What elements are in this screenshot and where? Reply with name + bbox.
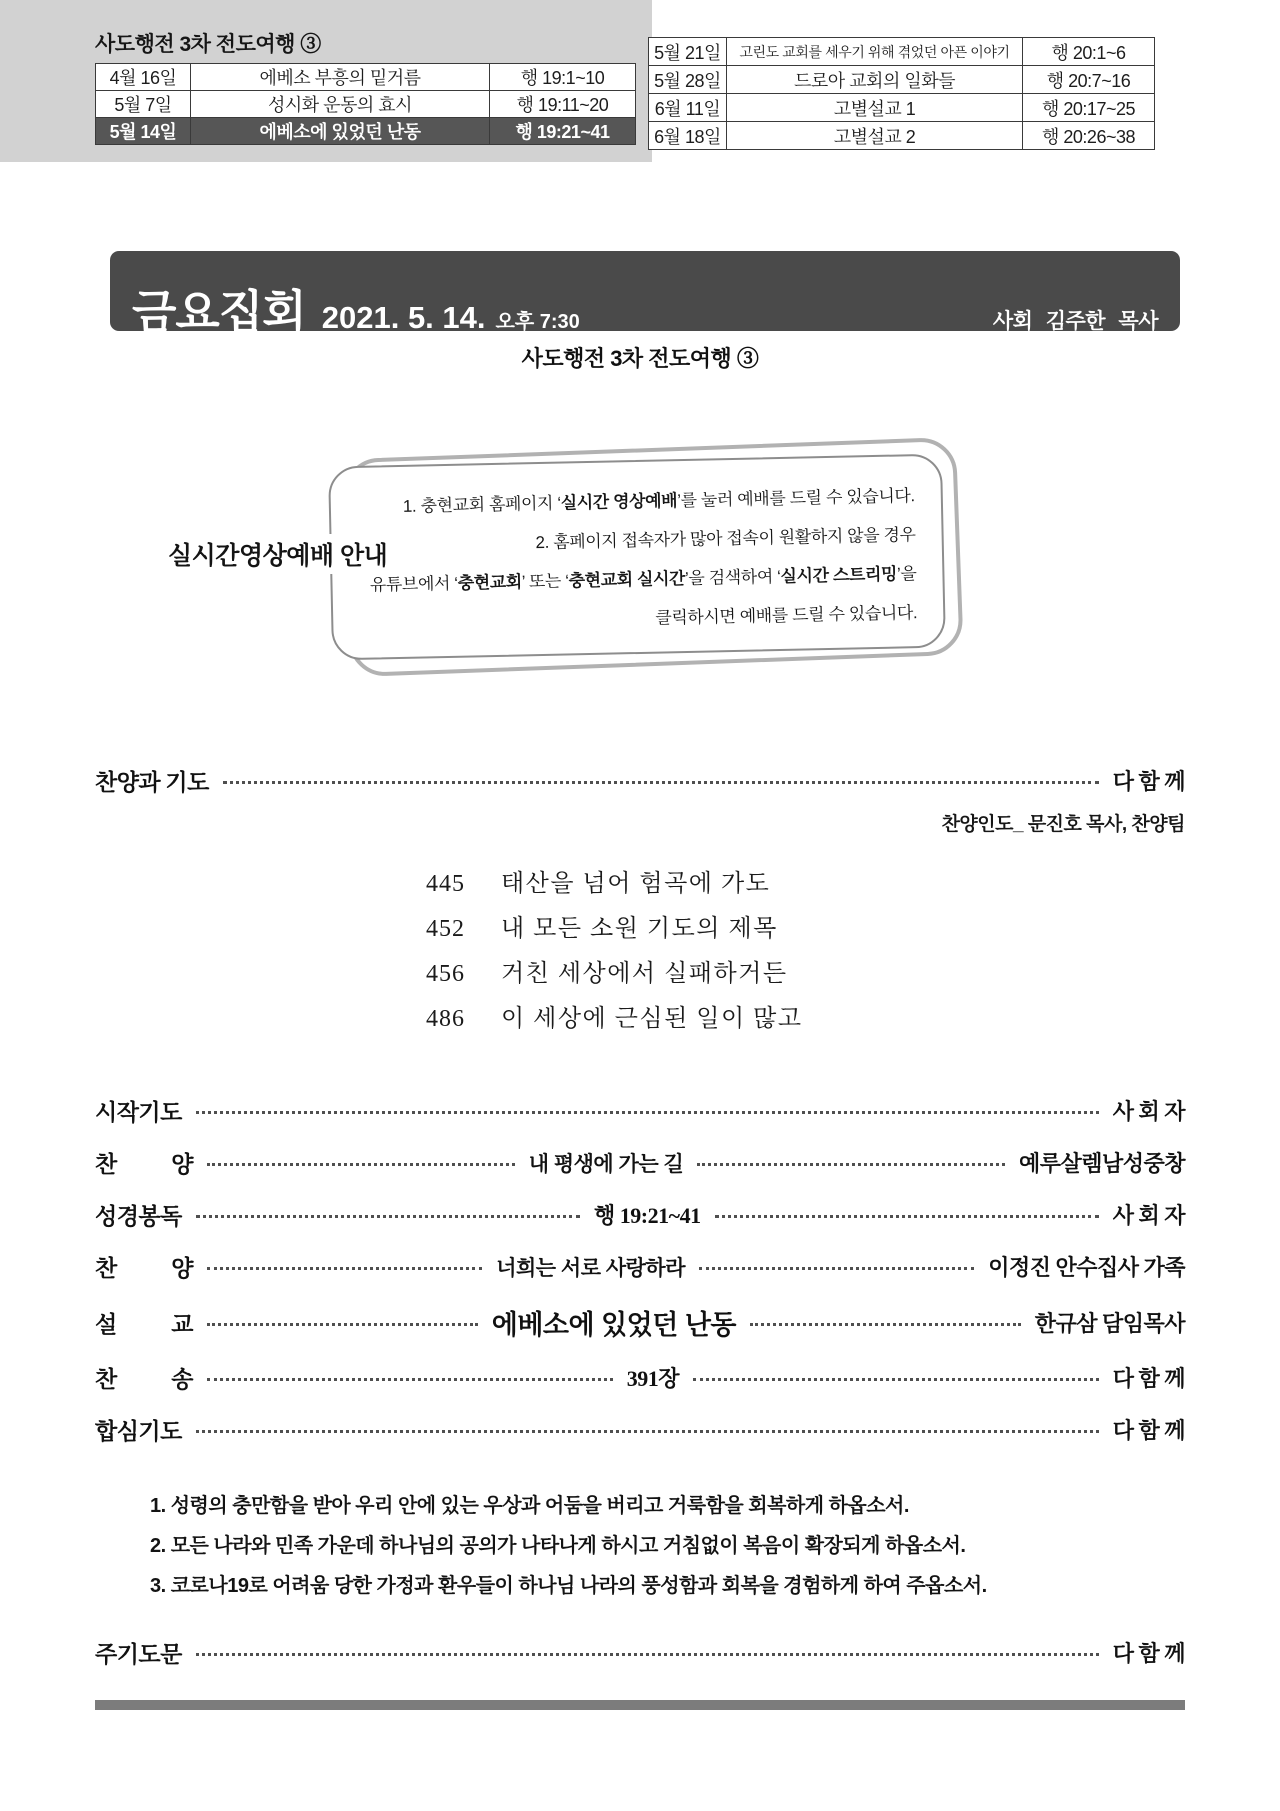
service-header-inner [132, 286, 1158, 338]
program-performer: 한규삼 담임목사 [1034, 1310, 1186, 1336]
program-row-praise-prayer [95, 764, 1185, 797]
schedule-topic: 고별설교 2 [727, 122, 1023, 150]
hymn-number: 486 [426, 1006, 465, 1032]
service-subtitle: 사도행전 3차 전도여행 ③ [521, 346, 759, 371]
schedule-date: 5월 28일 [649, 66, 727, 94]
program-row-scripture-reading [95, 1198, 1185, 1231]
schedule-topic: 에베소 부흥의 밑거름 [191, 64, 490, 91]
dotted-leader [715, 1215, 1099, 1218]
schedule-date: 4월 16일 [96, 64, 191, 91]
hymn-number: 456 [426, 961, 465, 987]
hymn-number: 452 [426, 916, 465, 942]
program-label: 찬 양 [95, 1152, 193, 1177]
program-performer: 예루살렘남성중창 [1018, 1151, 1186, 1176]
notice-label: 실시간영상예배 안내 [168, 534, 393, 574]
notice-bubble [328, 454, 946, 661]
program-performer: 다 함 께 [1112, 1366, 1185, 1391]
prayer-topic: 2. 모든 나라와 민족 가운데 하나님의 공의가 나타나게 하시고 거침없이 복음이 확장되게 하옵소서. [150, 1535, 966, 1557]
program-item-title: 행 19:21~41 [594, 1203, 701, 1228]
program-performer: 사 회 자 [1112, 1099, 1185, 1124]
hymn-item [413, 907, 1185, 952]
schedule-date: 5월 7일 [96, 91, 191, 118]
hymn-title: 이 세상에 근심된 일이 많고 [501, 1006, 803, 1032]
program-row-praise-2 [95, 1250, 1185, 1283]
program-row-sermon [95, 1302, 1185, 1342]
program-row-united-prayer [95, 1413, 1185, 1446]
schedule-scripture: 행 20:26~38 [1023, 122, 1155, 150]
program-item-title: 내 평생에 가는 길 [528, 1152, 684, 1176]
schedule-table-left [95, 63, 636, 145]
notice-line: 클릭하시면 예배를 드릴 수 있습니다. [655, 603, 918, 628]
schedule-scripture: 행 20:17~25 [1023, 94, 1155, 122]
program-item-title: 너희는 서로 사랑하라 [496, 1256, 685, 1280]
hymn-item [413, 997, 1185, 1042]
program-label: 주기도문 [95, 1642, 182, 1667]
prayer-topics [150, 1486, 1185, 1606]
dotted-leader [207, 1267, 482, 1270]
schedule-scripture: 행 19:11~20 [490, 91, 636, 118]
schedule-topic: 고린도 교회를 세우기 위해 겪었던 아픈 이야기 [727, 38, 1023, 66]
schedule-topic: 성시화 운동의 효시 [191, 91, 490, 118]
schedule-topic: 드로아 교회의 일화들 [727, 66, 1023, 94]
schedule-date: 5월 21일 [649, 38, 727, 66]
hymn-item [413, 862, 1185, 907]
dotted-leader [693, 1378, 1099, 1381]
hymn-number: 445 [426, 871, 465, 897]
notice-line: 1. 충현교회 홈페이지 ‘실시간 영상예배’를 눌러 예배를 드릴 수 있습니다. [402, 486, 915, 516]
schedule-scripture: 행 19:21~41 [490, 118, 636, 145]
program-performer: 다 함 께 [1112, 1641, 1185, 1666]
hymn-list [413, 862, 1185, 1042]
prayer-topic: 3. 코로나19로 어려움 당한 가정과 환우들이 하나님 나라의 풍성함과 회복을 경험하게 하여 주옵소서. [150, 1575, 987, 1597]
schedule-date: 6월 11일 [649, 94, 727, 122]
service-header-bar [110, 251, 1180, 338]
sermon-title: 에베소에 있었던 난동 [491, 1309, 736, 1340]
dotted-leader [223, 781, 1099, 784]
program-label: 합심기도 [95, 1419, 182, 1444]
program-label: 찬양과 기도 [95, 770, 209, 795]
hymn-title: 내 모든 소원 기도의 제목 [501, 916, 778, 942]
hymn-title: 태산을 넘어 험곡에 가도 [501, 871, 771, 897]
program-label: 찬 양 [95, 1256, 193, 1281]
hymn-item [413, 952, 1185, 997]
program-row-lords-prayer [95, 1636, 1185, 1669]
schedule-table-right [648, 37, 1155, 150]
program-label: 시작기도 [95, 1100, 182, 1125]
dotted-leader [196, 1215, 580, 1218]
program-label: 성경봉독 [95, 1204, 182, 1229]
schedule-date: 6월 18일 [649, 122, 727, 150]
program-item-title: 391장 [626, 1366, 679, 1391]
schedule-topic: 고별설교 1 [727, 94, 1023, 122]
dotted-leader [207, 1378, 613, 1381]
program-performer: 다 함 께 [1112, 769, 1185, 794]
prayer-topic: 1. 성령의 충만함을 받아 우리 안에 있는 우상과 어둠을 버리고 거룩함을 회복하게 하옵소서. [150, 1495, 909, 1517]
praise-leader-note: 찬양인도_ 문진호 목사, 찬양팀 [941, 814, 1185, 835]
dotted-leader [196, 1111, 1099, 1114]
dotted-leader [207, 1323, 478, 1326]
dotted-leader [699, 1267, 974, 1270]
program-performer: 다 함 께 [1112, 1418, 1185, 1443]
schedule-scripture: 행 20:7~16 [1023, 66, 1155, 94]
bottom-divider-bar [95, 1700, 1185, 1710]
order-of-worship [95, 764, 1185, 1669]
program-row-praise-1 [95, 1146, 1185, 1179]
schedule-scripture: 행 20:1~6 [1023, 38, 1155, 66]
schedule-section-title: 사도행전 3차 전도여행 ③ [95, 33, 321, 56]
service-moderator: 사회 김주한 목사 [992, 310, 1158, 333]
program-row-hymn-sing [95, 1361, 1185, 1394]
notice-line: 유튜브에서 ‘충현교회’ 또는 ‘충현교회 실시간’을 검색하여 ‘실시간 스트리밍’을 [369, 564, 917, 595]
notice-line: 2. 홈페이지 접속자가 많아 접속이 원활하지 않을 경우 [535, 525, 916, 553]
service-title: 금요집회 [132, 286, 306, 338]
dotted-leader [196, 1653, 1099, 1656]
hymn-title: 거친 세상에서 실패하거든 [501, 961, 788, 987]
schedule-topic: 에베소에 있었던 난동 [191, 118, 490, 145]
program-row-opening-prayer [95, 1094, 1185, 1127]
program-rows [95, 1094, 1185, 1446]
schedule-scripture: 행 19:1~10 [490, 64, 636, 91]
program-label: 설 교 [95, 1311, 193, 1337]
dotted-leader [207, 1163, 515, 1166]
dotted-leader [196, 1430, 1099, 1433]
schedule-date: 5월 14일 [96, 118, 191, 145]
program-label: 찬 송 [95, 1367, 193, 1392]
dotted-leader [750, 1323, 1021, 1326]
service-time: 오후 7:30 [495, 311, 580, 333]
dotted-leader [697, 1163, 1005, 1166]
program-performer: 이정진 안수집사 가족 [988, 1255, 1185, 1280]
service-date: 2021. 5. 14. [321, 300, 486, 335]
program-performer: 사 회 자 [1112, 1203, 1186, 1228]
